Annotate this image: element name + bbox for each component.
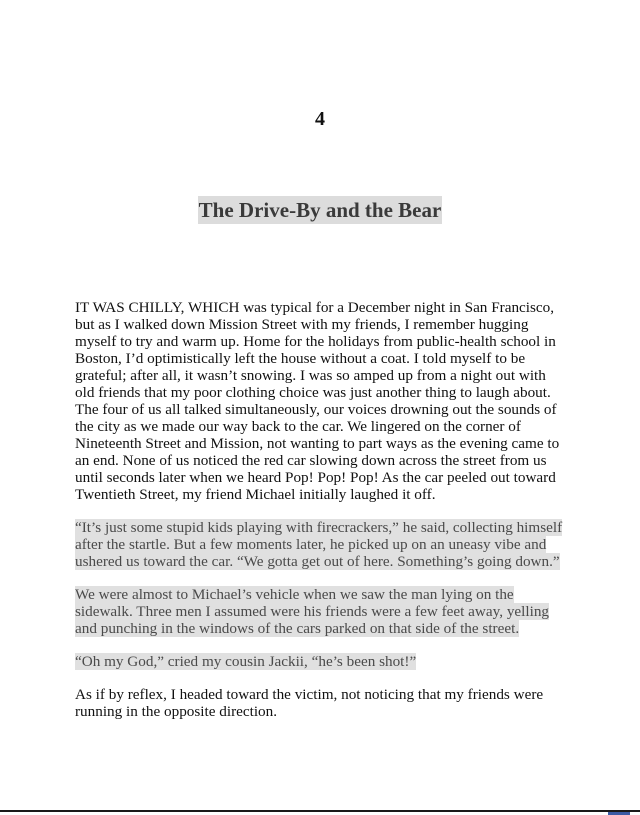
chapter-title: The Drive-By and the Bear [198,198,442,222]
page-bottom-border [0,810,640,812]
paragraph-5 [75,686,567,720]
chapter-number: 4 [315,108,325,130]
highlighted-text: We were almost to Michael’s vehicle when we saw the man lying on the sidewalk. Three men I assumed were his friends were a few feet away, yelling and punching in the windows of the cars parked on that side of the street. [75,586,550,637]
chapter-body [75,299,567,736]
paragraph-4 [75,653,567,670]
highlighted-text: “It’s just some stupid kids playing with firecrackers,” he said, collecting himself after the startle. But a few moments later, he picked up on an uneasy vibe and ushered us toward the car. “We gotta get out of here. Something’s going down.” [75,519,563,570]
paragraph-2 [75,519,567,570]
paragraph-1 [75,299,567,503]
highlighted-text: “Oh my God,” cried my cousin Jackii, “he’s been shot!” [75,653,417,670]
paragraph-text: As if by reflex, I headed toward the victim, not noticing that my friends were running in the opposite direction. [75,686,544,720]
chapter-title-container [0,196,640,224]
paragraph-3 [75,586,567,637]
paragraph-text: IT WAS CHILLY, WHICH was typical for a December night in San Francisco, but as I walked down Mission Street with my friends, I remember hugging myself to try and warm up. Home for the holidays from public-health school in Boston, I’d optimistically left the house without a coat. I told myself to be grateful; after all, it wasn’t snowing. I was so amped up from a night out with old friends that my poor clothing choice was just another thing to laugh about. The four of us all talked simultaneously, our voices drowning out the sounds of the city as we made our way back to the car. We lingered on the corner of Nineteenth Street and Mission, not wanting to part ways as the evening came to an end. None of us noticed the red car slowing down across the street from us until seconds later when we heard Pop! Pop! Pop! As the car peeled out toward Twentieth Street, my friend Michael initially laughed it off. [75,299,560,503]
